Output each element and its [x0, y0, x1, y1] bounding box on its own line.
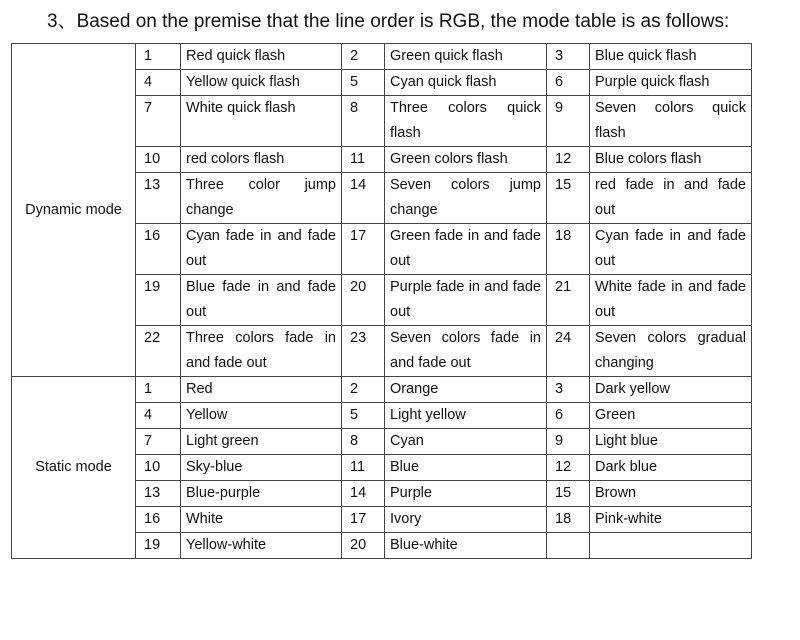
mode-name: Yellow: [181, 403, 342, 429]
table-row: [12, 44, 752, 70]
mode-number: 15: [547, 173, 590, 224]
mode-name: Blue colors flash: [590, 147, 752, 173]
mode-name: White quick flash: [181, 96, 342, 147]
mode-number: [547, 533, 590, 559]
mode-number: 2: [342, 44, 385, 70]
mode-number: 20: [342, 275, 385, 326]
mode-name: Three colors quick flash: [385, 96, 547, 147]
mode-name: Yellow-white: [181, 533, 342, 559]
mode-name: Light yellow: [385, 403, 547, 429]
mode-number: 2: [342, 377, 385, 403]
mode-name: White: [181, 507, 342, 533]
mode-name: Dark yellow: [590, 377, 752, 403]
mode-number: 12: [547, 147, 590, 173]
mode-name: Light blue: [590, 429, 752, 455]
mode-name: Light green: [181, 429, 342, 455]
mode-number: 14: [342, 481, 385, 507]
mode-number: 4: [136, 403, 181, 429]
mode-number: 5: [342, 403, 385, 429]
mode-number: 16: [136, 507, 181, 533]
mode-name: Yellow quick flash: [181, 70, 342, 96]
mode-name: Ivory: [385, 507, 547, 533]
table-row: [12, 377, 752, 403]
mode-name: Green fade in and fade out: [385, 224, 547, 275]
mode-name: Purple: [385, 481, 547, 507]
mode-name: Three colors fade in and fade out: [181, 326, 342, 377]
mode-number: 19: [136, 533, 181, 559]
mode-number: 7: [136, 429, 181, 455]
mode-name: Brown: [590, 481, 752, 507]
mode-name: Green quick flash: [385, 44, 547, 70]
mode-name: Green: [590, 403, 752, 429]
mode-number: 18: [547, 507, 590, 533]
mode-name: [590, 533, 752, 559]
mode-number: 24: [547, 326, 590, 377]
mode-name: Sky-blue: [181, 455, 342, 481]
mode-name: Seven colors quick flash: [590, 96, 752, 147]
mode-name: Green colors flash: [385, 147, 547, 173]
mode-name: Seven colors jump change: [385, 173, 547, 224]
mode-number: 5: [342, 70, 385, 96]
mode-number: 12: [547, 455, 590, 481]
mode-name: Dark blue: [590, 455, 752, 481]
mode-number: 6: [547, 70, 590, 96]
mode-number: 23: [342, 326, 385, 377]
mode-number: 9: [547, 96, 590, 147]
mode-number: 1: [136, 44, 181, 70]
mode-number: 17: [342, 224, 385, 275]
mode-name: Seven colors gradual changing: [590, 326, 752, 377]
mode-name: Cyan fade in and fade out: [590, 224, 752, 275]
mode-number: 4: [136, 70, 181, 96]
mode-number: 8: [342, 96, 385, 147]
mode-name: Blue-purple: [181, 481, 342, 507]
mode-number: 11: [342, 147, 385, 173]
mode-name: red fade in and fade out: [590, 173, 752, 224]
mode-number: 3: [547, 44, 590, 70]
mode-number: 14: [342, 173, 385, 224]
mode-number: 18: [547, 224, 590, 275]
mode-name: Red quick flash: [181, 44, 342, 70]
mode-number: 9: [547, 429, 590, 455]
mode-number: 16: [136, 224, 181, 275]
mode-name: Cyan fade in and fade out: [181, 224, 342, 275]
mode-name: Purple quick flash: [590, 70, 752, 96]
mode-number: 8: [342, 429, 385, 455]
mode-table: [11, 43, 752, 559]
mode-number: 1: [136, 377, 181, 403]
mode-number: 17: [342, 507, 385, 533]
mode-number: 10: [136, 147, 181, 173]
mode-name: Cyan: [385, 429, 547, 455]
mode-name: White fade in and fade out: [590, 275, 752, 326]
mode-number: 22: [136, 326, 181, 377]
mode-name: Blue fade in and fade out: [181, 275, 342, 326]
mode-name: Red: [181, 377, 342, 403]
mode-number: 19: [136, 275, 181, 326]
mode-name: Purple fade in and fade out: [385, 275, 547, 326]
dynamic-mode-label: Dynamic mode: [12, 44, 136, 377]
mode-number: 11: [342, 455, 385, 481]
mode-name: Seven colors fade in and fade out: [385, 326, 547, 377]
mode-number: 7: [136, 96, 181, 147]
table-heading: 3、Based on the premise that the line order is RGB, the mode table is as follows:: [47, 11, 730, 32]
mode-name: Blue: [385, 455, 547, 481]
mode-name: Blue quick flash: [590, 44, 752, 70]
mode-number: 6: [547, 403, 590, 429]
mode-number: 13: [136, 173, 181, 224]
mode-name: Pink-white: [590, 507, 752, 533]
mode-number: 21: [547, 275, 590, 326]
mode-name: Blue-white: [385, 533, 547, 559]
mode-name: red colors flash: [181, 147, 342, 173]
mode-name: Orange: [385, 377, 547, 403]
mode-number: 13: [136, 481, 181, 507]
mode-number: 3: [547, 377, 590, 403]
mode-table-body: [12, 44, 752, 559]
mode-number: 20: [342, 533, 385, 559]
mode-number: 10: [136, 455, 181, 481]
mode-name: Three color jump change: [181, 173, 342, 224]
mode-number: 15: [547, 481, 590, 507]
mode-name: Cyan quick flash: [385, 70, 547, 96]
static-mode-label: Static mode: [12, 377, 136, 559]
